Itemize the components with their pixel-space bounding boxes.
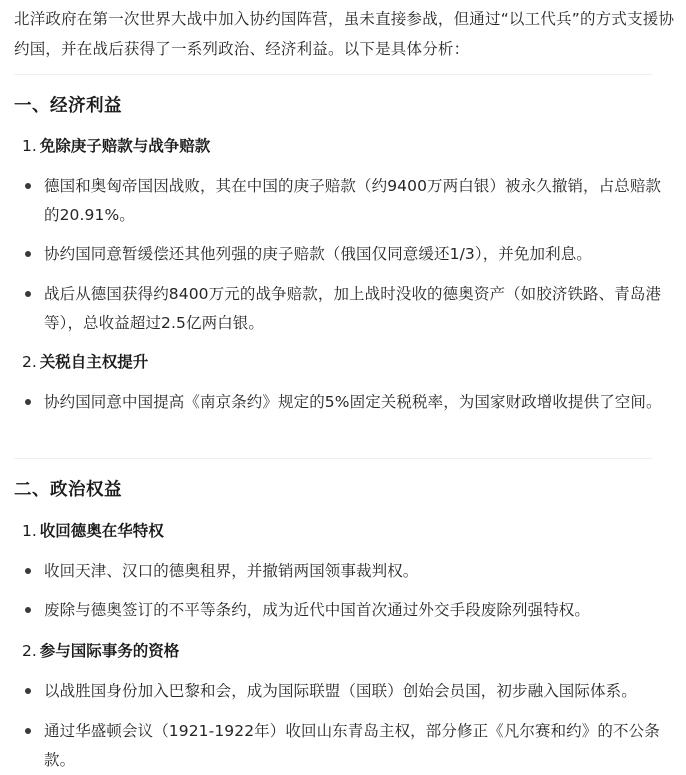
list-item: 协约国同意暂缓偿还其他列强的庚子赔款（俄国仅同意缓还1/3），并免加利息。 <box>44 245 592 263</box>
subsection-title: 免除庚子赔款与战争赔款 <box>39 137 211 155</box>
subsection-heading <box>22 519 164 543</box>
section-heading-economic: 一、经济利益 <box>14 96 122 116</box>
list-item: 德国和奥匈帝国因战败，其在中国的庚子赔款（约9400万两白银）被永久撤销，占总赔款的20.91%。 <box>44 177 662 224</box>
subsection-number: 2. <box>22 642 37 660</box>
bullet-icon <box>25 291 31 297</box>
subsection-number: 1. <box>22 137 37 155</box>
bullet-icon <box>25 568 31 574</box>
subsection-number: 2. <box>22 353 37 371</box>
subsection-title: 参与国际事务的资格 <box>39 642 180 660</box>
subsection-title: 收回德奥在华特权 <box>39 522 164 540</box>
bullet-icon <box>25 399 31 405</box>
list-item: 协约国同意中国提高《南京条约》规定的5%固定关税税率，为国家财政增收提供了空间。 <box>44 393 662 411</box>
list-item: 通过华盛顿会议（1921-1922年）收回山东青岛主权，部分修正《凡尔赛和约》的不公条款。 <box>44 722 660 769</box>
subsection-heading <box>22 350 148 374</box>
list-item: 收回天津、汉口的德奥租界，并撤销两国领事裁判权。 <box>44 562 419 580</box>
divider <box>14 74 652 75</box>
bullet-icon <box>25 183 31 189</box>
bullet-icon <box>25 728 31 734</box>
list-item: 战后从德国获得约8400万元的战争赔款，加上战时没收的德奥资产（如胶济铁路、青岛港等），总收益超过2.5亿两白银。 <box>44 285 662 332</box>
list-item: 废除与德奥签订的不平等条约，成为近代中国首次通过外交手段废除列强特权。 <box>44 601 591 619</box>
section-heading-political: 二、政治权益 <box>14 480 122 500</box>
intro-paragraph: 北洋政府在第一次世界大战中加入协约国阵营，虽未直接参战，但通过“以工代兵”的方式支援协约国，并在战后获得了一系列政治、经济利益。以下是具体分析： <box>14 10 675 58</box>
bullet-icon <box>25 688 31 694</box>
subsection-number: 1. <box>22 522 37 540</box>
divider <box>14 458 652 459</box>
list-item: 以战胜国身份加入巴黎和会，成为国际联盟（国联）创始会员国，初步融入国际体系。 <box>44 682 637 700</box>
subsection-heading <box>22 134 210 158</box>
bullet-icon <box>25 251 31 257</box>
subsection-heading <box>22 639 179 663</box>
bullet-icon <box>25 607 31 613</box>
subsection-title: 关税自主权提升 <box>39 353 149 371</box>
